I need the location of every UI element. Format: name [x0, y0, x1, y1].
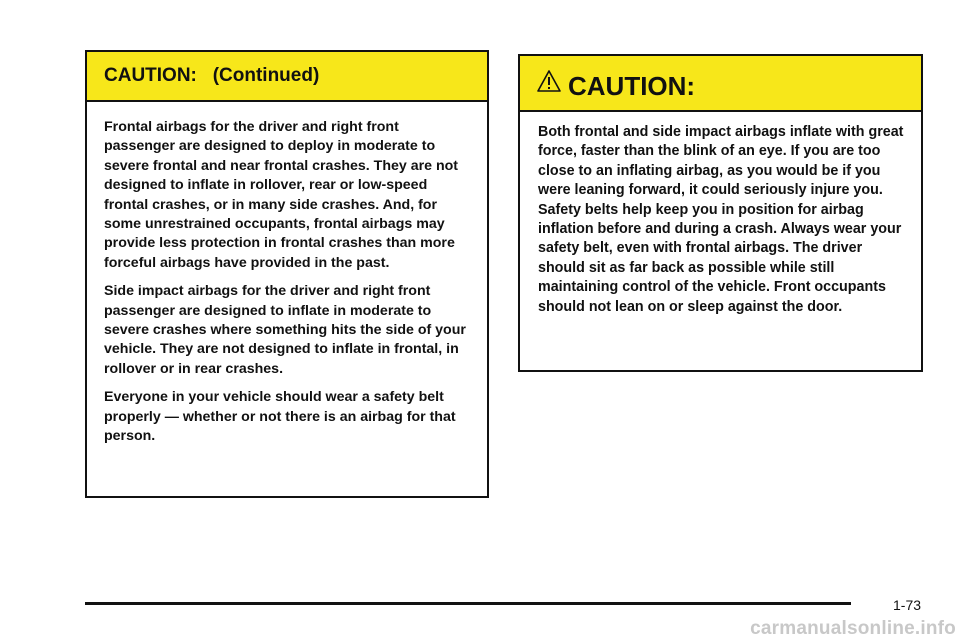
caution-box — [518, 54, 923, 372]
watermark: carmanualsonline.info — [750, 618, 956, 639]
caution-paragraph-side: Side impact airbags for the driver and right front passenger are designed to inflate in moderate to severe crashes where something hits the side of your vehicle. They are not designed to inflate in frontal, in rollover or in rear crashes. — [104, 283, 466, 377]
caution-header — [520, 56, 921, 112]
caution-body — [520, 112, 921, 317]
page-number: 1-73 — [893, 597, 922, 613]
warning-triangle-icon — [536, 69, 562, 93]
caution-title: CAUTION: (Continued) — [104, 65, 320, 86]
caution-paragraph-force: Both frontal and side impact airbags inflate with great force, faster than the blink of an eye. If you are too close to an inflating airbag, as you would be if you were leaning forward, it could seriously injure you. Safety belts help keep you in position for airbag inflation before and during a crash. Always wear your safety belt, even with frontal airbags. The driver should sit as far back as possible while still maintaining control of the vehicle. Front occupants should not lean on or sleep against the door. — [538, 124, 904, 315]
caution-box-continued — [85, 50, 489, 498]
caution-title: CAUTION: — [568, 70, 696, 101]
caution-body — [87, 102, 487, 447]
footer-rule — [85, 602, 851, 605]
caution-paragraph-everyone: Everyone in your vehicle should wear a safety belt properly — whether or not there is an airbag for that person. — [104, 389, 456, 445]
caution-header — [87, 52, 487, 102]
caution-paragraph-frontal: Frontal airbags for the driver and right front passenger are designed to deploy in moderate to severe frontal and near frontal crashes. They are not designed to inflate in rollover, rear or low-speed frontal crashes, or in many side crashes. And, for some unrestrained occupants, frontal airbags may provide less protection in frontal crashes than more forceful airbags have provided in the past. — [104, 119, 459, 271]
